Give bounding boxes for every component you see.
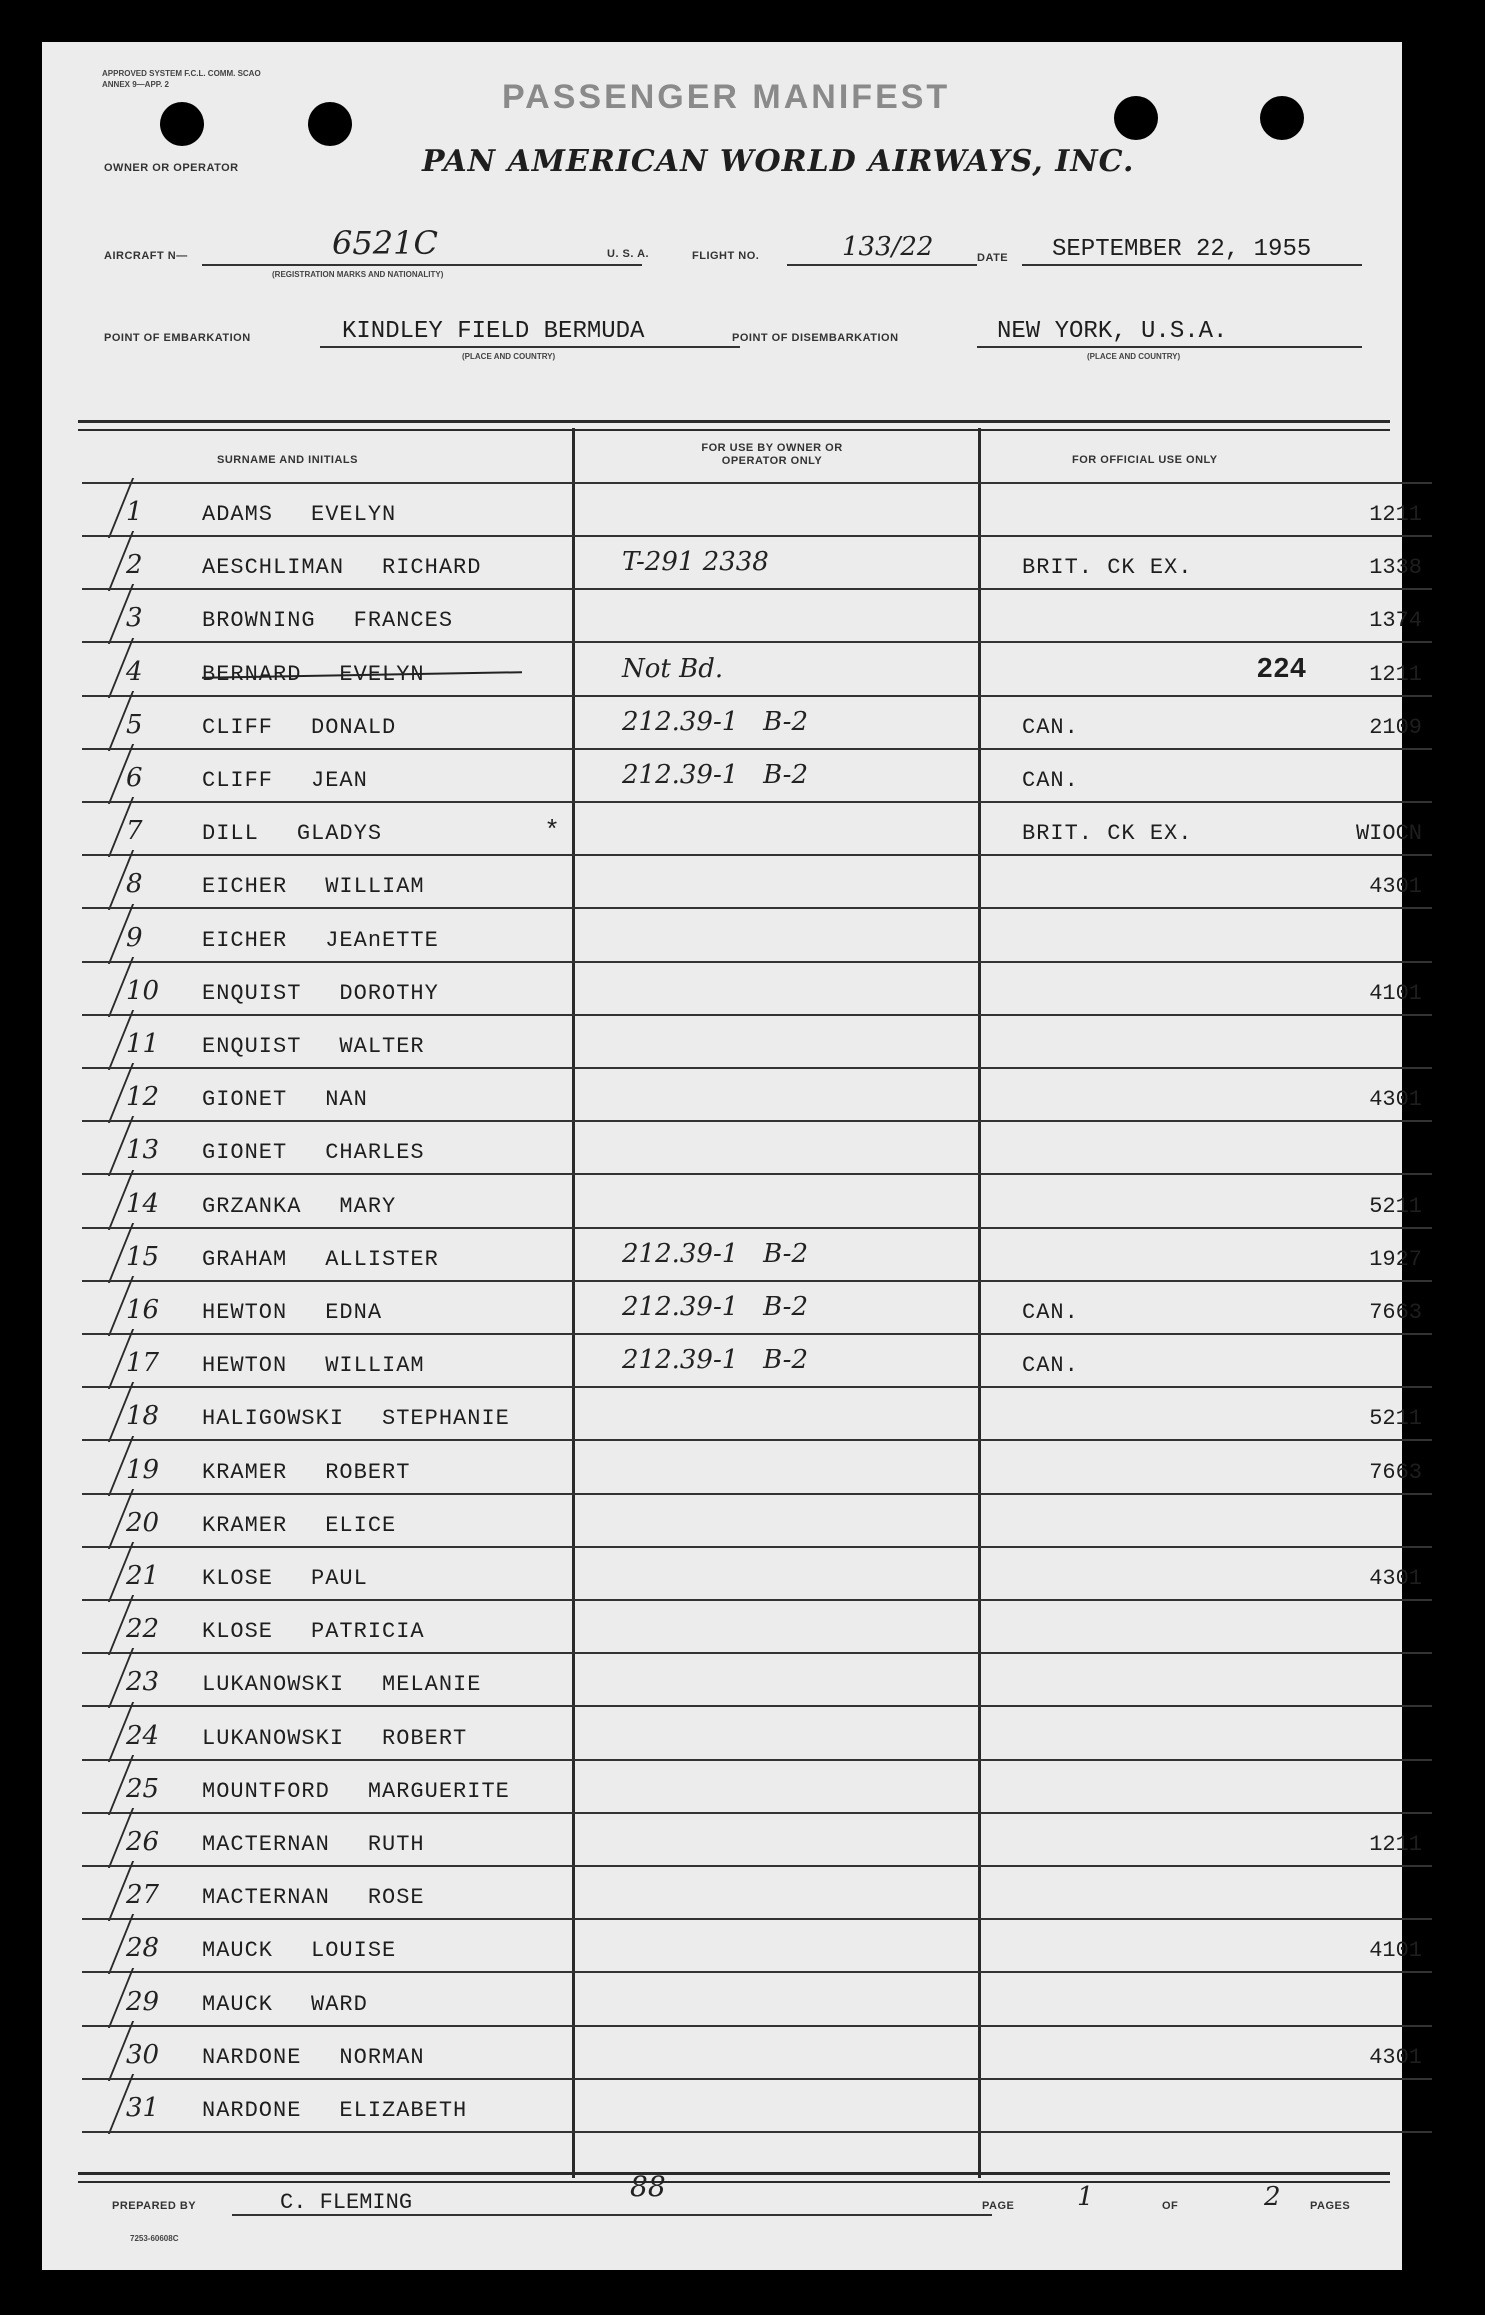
passenger-given-name: MELANIE: [382, 1672, 482, 1698]
passenger-surname: MOUNTFORD: [202, 1778, 330, 1804]
passenger-given-name: DOROTHY: [339, 980, 439, 1006]
passenger-name: [202, 1938, 396, 1963]
passenger-surname: HEWTON: [202, 1353, 288, 1379]
table-bottom-rule: [78, 2172, 1390, 2183]
official-note: CAN.: [1022, 1300, 1079, 1325]
passenger-name: [202, 1247, 439, 1272]
punch-hole: [160, 102, 204, 146]
passenger-surname: MACTERNAN: [202, 1832, 330, 1857]
row-number: 10: [126, 975, 160, 1006]
passenger-surname: KRAMER: [202, 1459, 288, 1485]
form-code: 7253-60608C: [130, 2234, 179, 2243]
official-code: 4101: [1369, 980, 1422, 1006]
passenger-row: [82, 537, 1432, 590]
aircraft-sub: (REGISTRATION MARKS AND NATIONALITY): [272, 270, 444, 279]
passenger-row: [82, 697, 1432, 750]
check-mark: [72, 531, 134, 591]
check-mark: [72, 1914, 134, 1974]
row-number: 5: [126, 709, 143, 740]
passenger-surname: ENQUIST: [202, 1034, 302, 1059]
owner-note: 212.39-1 B-2: [622, 1238, 809, 1269]
passenger-given-name: ELICE: [325, 1512, 397, 1538]
check-mark: [72, 2074, 134, 2134]
passenger-given-name: JEAnETTE: [325, 927, 439, 953]
passenger-row: [82, 1974, 1432, 2027]
passenger-name: [202, 981, 439, 1006]
passenger-name: [202, 1832, 425, 1857]
official-code: WIOCN: [1355, 821, 1422, 847]
passenger-surname: EICHER: [202, 874, 288, 900]
row-number: 7: [126, 816, 143, 847]
passenger-name: [202, 1300, 382, 1325]
passenger-given-name: EVELYN: [339, 661, 425, 687]
official-code: 4301: [1369, 874, 1422, 900]
table-top-rule: [78, 420, 1390, 431]
owner-label: OWNER OR OPERATOR: [104, 162, 239, 174]
passenger-surname: HEWTON: [202, 1300, 288, 1325]
passenger-given-name: PATRICIA: [311, 1619, 425, 1645]
check-mark: [72, 1170, 134, 1230]
date-label: DATE: [977, 252, 1009, 264]
passenger-surname: HALIGOWSKI: [202, 1406, 345, 1432]
row-number: 23: [126, 1667, 160, 1698]
passenger-given-name: RUTH: [367, 1832, 425, 1857]
row-number: 4: [126, 656, 143, 687]
passenger-name: [202, 502, 396, 527]
passenger-given-name: ROBERT: [382, 1725, 468, 1751]
passenger-surname: DILL: [202, 821, 259, 847]
passenger-given-name: JEAN: [311, 768, 368, 793]
row-number: 28: [126, 1933, 160, 1964]
passenger-surname: KLOSE: [202, 1619, 274, 1645]
passenger-given-name: PAUL: [311, 1566, 368, 1591]
passenger-surname: GRAHAM: [202, 1246, 288, 1272]
flight-label: FLIGHT NO.: [692, 250, 760, 262]
passenger-name: [202, 555, 481, 580]
owner-note: T-291 2338: [622, 547, 769, 578]
row-number: 1: [126, 497, 143, 527]
passenger-row: [82, 910, 1432, 963]
official-code: 1927: [1369, 1246, 1422, 1272]
check-mark: [72, 1489, 134, 1549]
row-number: 14: [126, 1188, 160, 1219]
official-code: 1211: [1369, 502, 1422, 527]
prepared-label: PREPARED BY: [112, 2200, 197, 2212]
official-code: 5211: [1369, 1193, 1422, 1219]
official-note: CAN.: [1022, 1353, 1079, 1379]
check-mark: [72, 2021, 134, 2081]
passenger-given-name: GLADYS: [296, 821, 383, 847]
check-mark: [72, 744, 134, 804]
owner-note: Not Bd.: [622, 653, 724, 684]
passenger-name: [202, 768, 368, 793]
passenger-name: [202, 1779, 510, 1804]
official-note: CAN.: [1022, 714, 1079, 740]
passenger-name: [202, 1406, 510, 1431]
passenger-given-name: FRANCES: [353, 608, 454, 634]
manifest-sheet: [42, 42, 1422, 2270]
official-note: CAN.: [1022, 768, 1079, 793]
form-title: PASSENGER MANIFEST: [502, 78, 951, 116]
passenger-surname: MAUCK: [202, 1938, 274, 1964]
official-code: 4301: [1369, 1566, 1422, 1591]
passenger-name: [202, 928, 439, 953]
passenger-row: [82, 1282, 1432, 1335]
passenger-given-name: ROSE: [367, 1885, 425, 1911]
passenger-row: [82, 1867, 1432, 1920]
passenger-surname: NARDONE: [202, 2044, 302, 2070]
passenger-given-name: WILLIAM: [325, 874, 425, 900]
punch-hole: [1114, 96, 1158, 140]
row-number: 11: [126, 1029, 160, 1059]
passenger-given-name: EDNA: [325, 1300, 383, 1325]
stamp-number: 88: [630, 2170, 666, 2203]
usa-label: U. S. A.: [607, 248, 650, 260]
passenger-surname: BERNARD: [202, 661, 302, 687]
page-value: 1: [1077, 2182, 1094, 2212]
passenger-name: [202, 1566, 368, 1591]
passenger-row: [82, 803, 1432, 856]
passenger-surname: NARDONE: [202, 2098, 302, 2123]
official-code: 7663: [1369, 1459, 1422, 1485]
embark-sub: (PLACE AND COUNTRY): [462, 352, 556, 361]
passenger-surname: ENQUIST: [202, 980, 302, 1006]
passenger-row: [82, 1176, 1432, 1229]
row-number: 27: [126, 1880, 160, 1911]
passenger-surname: GRZANKA: [202, 1193, 302, 1219]
row-number: 25: [126, 1773, 160, 1804]
check-mark: [72, 478, 134, 538]
row-number: 12: [126, 1082, 160, 1113]
passenger-name: [202, 1034, 425, 1059]
row-number: 13: [126, 1135, 160, 1166]
punch-hole: [308, 102, 352, 146]
row-number: 8: [126, 869, 143, 900]
row-number: 16: [126, 1295, 160, 1325]
passenger-row: [82, 590, 1432, 643]
passenger-name: [202, 715, 396, 740]
passenger-surname: EICHER: [202, 927, 288, 953]
passenger-name: [202, 1726, 467, 1751]
passenger-given-name: EVELYN: [311, 502, 397, 527]
passenger-name: [202, 608, 453, 633]
passenger-given-name: CHARLES: [325, 1140, 425, 1166]
owner-note: 212.39-1 B-2: [622, 760, 809, 790]
aircraft-value: 6521C: [332, 224, 438, 262]
passenger-name: [202, 1460, 410, 1485]
embark-value: KINDLEY FIELD BERMUDA: [342, 318, 645, 345]
passenger-row: [82, 1122, 1432, 1175]
page-label: PAGE: [982, 2200, 1015, 2212]
check-mark: [72, 1542, 134, 1602]
owner-note: 212.39-1 B-2: [622, 1292, 809, 1322]
row-number: 30: [126, 2039, 160, 2070]
passenger-surname: GIONET: [202, 1140, 288, 1166]
passenger-row: [82, 1654, 1432, 1707]
row-number: 21: [126, 1561, 160, 1591]
passenger-given-name: LOUISE: [311, 1938, 397, 1964]
passenger-name: [202, 1194, 396, 1219]
check-mark: [72, 850, 134, 910]
row-number: 18: [126, 1401, 160, 1432]
prepared-value: C. FLEMING: [280, 2190, 413, 2215]
row-number: 15: [126, 1241, 160, 1272]
passenger-name: [202, 1992, 368, 2017]
passenger-row: [82, 2027, 1432, 2080]
passenger-row: [82, 1229, 1432, 1282]
passenger-given-name: ELIZABETH: [339, 2098, 468, 2123]
passenger-row: [82, 1708, 1432, 1761]
check-mark: [72, 1276, 134, 1336]
official-code: 4301: [1369, 1087, 1422, 1113]
passenger-name: [202, 2098, 467, 2123]
official-code: 5211: [1369, 1406, 1422, 1432]
passenger-row: [82, 750, 1432, 803]
passenger-name: [202, 1619, 425, 1644]
passenger-name: [202, 1672, 481, 1697]
official-code: 4301: [1369, 2044, 1422, 2070]
row-number: 17: [126, 1348, 160, 1379]
owner-note: 212.39-1 B-2: [622, 1345, 809, 1376]
check-mark: [72, 1436, 134, 1496]
column-header-surname: SURNAME AND INITIALS: [217, 454, 358, 466]
passenger-row: [82, 644, 1432, 697]
passenger-name: [202, 874, 425, 899]
passenger-row: [82, 1016, 1432, 1069]
check-mark: [72, 638, 134, 698]
passenger-row: [82, 1388, 1432, 1441]
check-mark: [72, 1755, 134, 1815]
passenger-given-name: WARD: [311, 1991, 368, 2017]
disembark-label: POINT OF DISEMBARKATION: [732, 332, 899, 344]
check-mark: [72, 1010, 134, 1070]
passenger-row: [82, 1548, 1432, 1601]
official-note: BRIT. CK EX.: [1022, 555, 1193, 581]
official-code: 7663: [1369, 1300, 1422, 1325]
row-number: 24: [126, 1720, 160, 1751]
passenger-name: [202, 1087, 368, 1112]
check-mark: [72, 904, 134, 964]
check-mark: [72, 1648, 134, 1708]
passenger-name: [202, 2045, 425, 2070]
row-number: 31: [126, 2093, 160, 2123]
disembark-sub: (PLACE AND COUNTRY): [1087, 352, 1181, 361]
aircraft-label: AIRCRAFT N—: [104, 250, 188, 262]
official-code: 1338: [1369, 555, 1422, 581]
approval-note: APPROVED SYSTEM F.C.L. COMM. SCAO ANNEX 9—APP. 2: [102, 69, 261, 89]
row-number: 20: [126, 1507, 160, 1538]
row-number: 9: [126, 922, 143, 953]
check-mark: [72, 1223, 134, 1283]
passenger-surname: LUKANOWSKI: [202, 1672, 345, 1698]
check-mark: [72, 1329, 134, 1389]
check-mark: [72, 1702, 134, 1762]
column-header-owner-use: FOR USE BY OWNER OR OPERATOR ONLY: [701, 442, 843, 467]
official-note: 224: [1257, 651, 1307, 683]
passenger-name: [202, 1140, 425, 1165]
pages-value: 2: [1264, 2182, 1281, 2212]
check-mark: [72, 691, 134, 751]
row-number: 22: [126, 1614, 160, 1645]
check-mark: [72, 957, 134, 1017]
passenger-surname: MACTERNAN: [202, 1885, 330, 1911]
passenger-surname: MAUCK: [202, 1991, 274, 2017]
check-mark: [72, 1116, 134, 1176]
passenger-row: [82, 2080, 1432, 2133]
row-number: 19: [126, 1454, 160, 1485]
passenger-name: [202, 1885, 425, 1910]
carrier-name: PAN AMERICAN WORLD AIRWAYS, INC.: [422, 144, 1135, 179]
check-mark: [72, 1382, 134, 1442]
passenger-name: [202, 1513, 396, 1538]
owner-note: 212.39-1 B-2: [622, 706, 809, 737]
column-header-official-use: FOR OFFICIAL USE ONLY: [1072, 454, 1218, 466]
passenger-given-name: NAN: [325, 1087, 368, 1113]
passenger-row: [82, 1761, 1432, 1814]
passenger-given-name: ALLISTER: [325, 1246, 439, 1272]
passenger-given-name: WILLIAM: [325, 1353, 425, 1379]
passenger-name: [202, 821, 382, 846]
passenger-row: [82, 1442, 1432, 1495]
punch-hole: [1260, 96, 1304, 140]
passenger-row: [82, 484, 1432, 537]
passenger-row: [82, 1069, 1432, 1122]
check-mark: [72, 1063, 134, 1123]
passenger-given-name: MARY: [339, 1193, 397, 1219]
official-code: 1211: [1369, 661, 1422, 687]
row-number: 3: [126, 603, 143, 634]
check-mark: [72, 584, 134, 644]
passenger-surname: BROWNING: [202, 608, 316, 634]
check-mark: [72, 1808, 134, 1868]
passenger-surname: ADAMS: [202, 502, 274, 527]
disembark-value: NEW YORK, U.S.A.: [997, 318, 1228, 345]
passenger-surname: KRAMER: [202, 1512, 288, 1538]
row-number: 6: [126, 763, 143, 793]
passenger-given-name: RICHARD: [382, 555, 482, 581]
passenger-name: [202, 1353, 425, 1378]
embark-label: POINT OF EMBARKATION: [104, 332, 251, 344]
passenger-surname: LUKANOWSKI: [202, 1725, 345, 1751]
passenger-surname: GIONET: [202, 1087, 288, 1113]
passenger-row: [82, 1335, 1432, 1388]
asterisk-mark: *: [547, 813, 558, 844]
flight-value: 133/22: [842, 232, 934, 262]
passenger-surname: AESCHLIMAN: [202, 555, 345, 581]
passenger-row: [82, 1920, 1432, 1973]
passenger-row: [82, 1495, 1432, 1548]
official-note: BRIT. CK EX.: [1022, 821, 1193, 847]
check-mark: [72, 1861, 134, 1921]
passenger-row: [82, 963, 1432, 1016]
passenger-row: [82, 1601, 1432, 1654]
passenger-given-name: DONALD: [311, 714, 397, 740]
passenger-given-name: ROBERT: [325, 1459, 411, 1485]
of-label: OF: [1162, 2200, 1179, 2212]
row-number: 26: [126, 1827, 160, 1857]
row-number: 2: [126, 550, 143, 581]
passenger-row: [82, 856, 1432, 909]
pages-label: PAGES: [1310, 2200, 1351, 2212]
check-mark: [72, 797, 134, 857]
row-number: 29: [126, 1986, 160, 2017]
passenger-given-name: MARGUERITE: [367, 1778, 510, 1804]
passenger-given-name: WALTER: [339, 1034, 425, 1059]
passenger-surname: CLIFF: [202, 768, 274, 793]
check-mark: [72, 1968, 134, 2028]
official-code: 1374: [1369, 608, 1422, 634]
official-code: 4101: [1369, 1938, 1422, 1964]
passenger-given-name: NORMAN: [339, 2044, 425, 2070]
official-code: 2109: [1369, 714, 1422, 740]
passenger-surname: CLIFF: [202, 714, 274, 740]
official-code: 1211: [1369, 1832, 1422, 1857]
passenger-row: [82, 1814, 1432, 1867]
date-value: SEPTEMBER 22, 1955: [1052, 236, 1312, 263]
passenger-given-name: STEPHANIE: [382, 1406, 510, 1432]
check-mark: [72, 1595, 134, 1655]
passenger-surname: KLOSE: [202, 1566, 274, 1591]
